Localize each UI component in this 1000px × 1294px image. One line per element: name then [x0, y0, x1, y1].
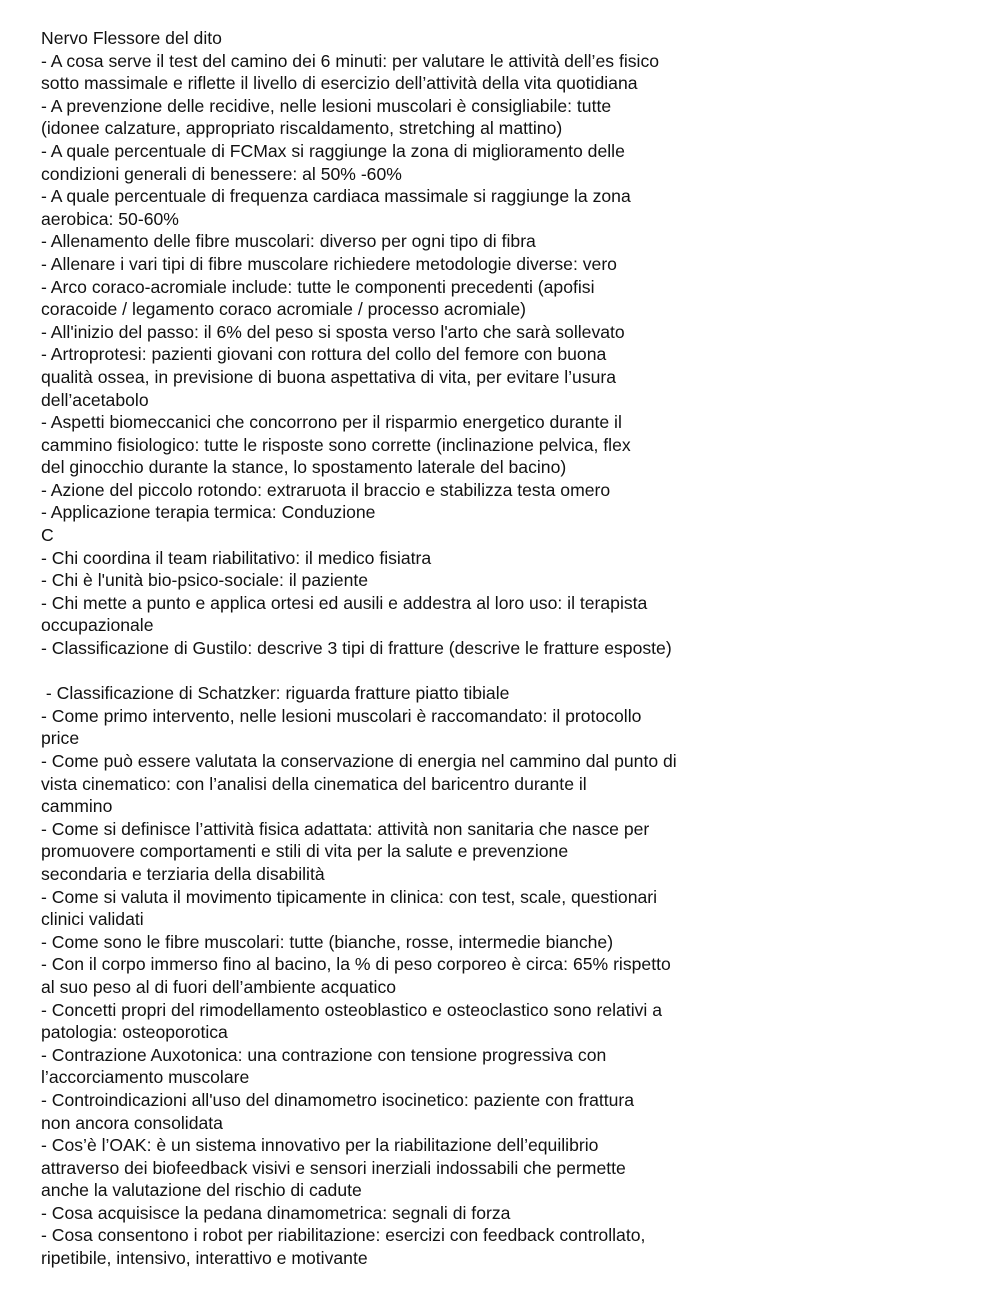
text-line: - All'inizio del passo: il 6% del peso si sposta verso l'arto che sarà sollevato [41, 321, 625, 342]
section-letter: C [41, 525, 54, 546]
text-line: promuovere comportamenti e stili di vita per la salute e prevenzione [41, 841, 569, 862]
text-line: aerobica: 50-60% [41, 208, 179, 229]
text-line: - Con il corpo immerso fino al bacino, la % di peso corporeo è circa: 65% rispetto [41, 954, 671, 975]
text-line: - Come sono le fibre muscolari: tutte (bianche, rosse, intermedie bianche) [41, 931, 614, 952]
text-line: - Chi mette a punto e applica ortesi ed ausili e addestra al loro uso: il terapista [41, 592, 648, 613]
text-line: occupazionale [41, 615, 154, 636]
text-line: qualità ossea, in previsione di buona aspettativa di vita, per evitare l’usura [41, 366, 617, 387]
text-line: - Classificazione di Gustilo: descrive 3 tipi di fratture (descrive le fratture esposte) [41, 638, 672, 659]
text-line: - A quale percentuale di frequenza cardiaca massimale si raggiunge la zona [41, 186, 631, 207]
text-line: del ginocchio durante la stance, lo spostamento laterale del bacino) [41, 457, 567, 478]
text-line: attraverso dei biofeedback visivi e sensori inerziali indossabili che permette [41, 1157, 626, 1178]
text-line: - Chi è l'unità bio-psico-sociale: il paziente [41, 570, 369, 591]
text-line: - Azione del piccolo rotondo: extraruota il braccio e stabilizza testa omero [41, 479, 611, 500]
text-line: - Arco coraco-acromiale include: tutte le componenti precedenti (apofisi [41, 276, 595, 297]
text-line: - Applicazione terapia termica: Conduzione [41, 502, 376, 523]
text-line: secondaria e terziaria della disabilità [41, 863, 325, 884]
text-line: - Come può essere valutata la conservazione di energia nel cammino dal punto di [41, 751, 677, 771]
text-line: non ancora consolidata [41, 1112, 223, 1133]
text-line: - Cos’è l’OAK: è un sistema innovativo per la riabilitazione dell’equilibrio [41, 1135, 599, 1156]
text-line: - Classificazione di Schatzker: riguarda fratture piatto tibiale [41, 683, 510, 704]
text-line: patologia: osteoporotica [41, 1022, 228, 1043]
text-line: ripetibile, intensivo, interattivo e motivante [41, 1248, 368, 1269]
text-line: al suo peso al di fuori dell’ambiente acquatico [41, 976, 397, 997]
text-line: - Cosa acquisisce la pedana dinamometrica: segnali di forza [41, 1202, 511, 1223]
text-line: l’accorciamento muscolare [41, 1067, 250, 1088]
text-line: - A cosa serve il test del camino dei 6 minuti: per valutare le attività dell’es fisico [41, 50, 660, 71]
text-line: - Concetti propri del rimodellamento osteoblastico e osteoclastico sono relativi a [41, 999, 662, 1020]
text-line: - Come si valuta il movimento tipicamente in clinica: con test, scale, questionari [41, 886, 658, 907]
text-line: vista cinematico: con l’analisi della cinematica del baricentro durante il [41, 773, 587, 794]
text-line: - Aspetti biomeccanici che concorrono per il risparmio energetico durante il [41, 412, 622, 433]
text-line: (idonee calzature, appropriato riscaldamento, stretching al mattino) [41, 118, 563, 139]
text-line: condizioni generali di benessere: al 50% -60% [41, 163, 402, 184]
text-line: - A prevenzione delle recidive, nelle lesioni muscolari è consigliabile: tutte [41, 95, 612, 116]
text-line: - Allenare i vari tipi di fibre muscolare richiedere metodologie diverse: vero [41, 253, 617, 274]
text-line: price [41, 728, 80, 749]
document-title: Nervo Flessore del dito [41, 28, 222, 48]
text-line: dell’acetabolo [41, 389, 149, 410]
blank-line [41, 660, 981, 683]
text-line: - Chi coordina il team riabilitativo: il medico fisiatra [41, 547, 432, 568]
text-line: - Cosa consentono i robot per riabilitazione: esercizi con feedback controllato, [41, 1225, 646, 1246]
text-line: - Come si definisce l’attività fisica adattata: attività non sanitaria che nasce per [41, 818, 650, 839]
text-line: - Allenamento delle fibre muscolari: diverso per ogni tipo di fibra [41, 231, 536, 252]
text-line: coracoide / legamento coraco acromiale / processo acromiale) [41, 299, 527, 320]
text-line: - A quale percentuale di FCMax si raggiunge la zona di miglioramento delle [41, 140, 625, 161]
document-page [41, 27, 981, 1270]
text-line: anche la valutazione del rischio di cadute [41, 1180, 362, 1201]
text-line: - Contrazione Auxotonica: una contrazione con tensione progressiva con [41, 1044, 607, 1065]
text-line: - Controindicazioni all'uso del dinamometro isocinetico: paziente con frattura [41, 1089, 635, 1110]
text-line: - Come primo intervento, nelle lesioni muscolari è raccomandato: il protocollo [41, 705, 642, 726]
text-line: - Artroprotesi: pazienti giovani con rottura del collo del femore con buona [41, 344, 607, 365]
text-line: cammino fisiologico: tutte le risposte sono corrette (inclinazione pelvica, flex [41, 434, 631, 455]
text-line: clinici validati [41, 909, 144, 930]
text-line: cammino [41, 796, 113, 817]
text-line: sotto massimale e riflette il livello di esercizio dell’attività della vita quotidiana [41, 73, 638, 94]
